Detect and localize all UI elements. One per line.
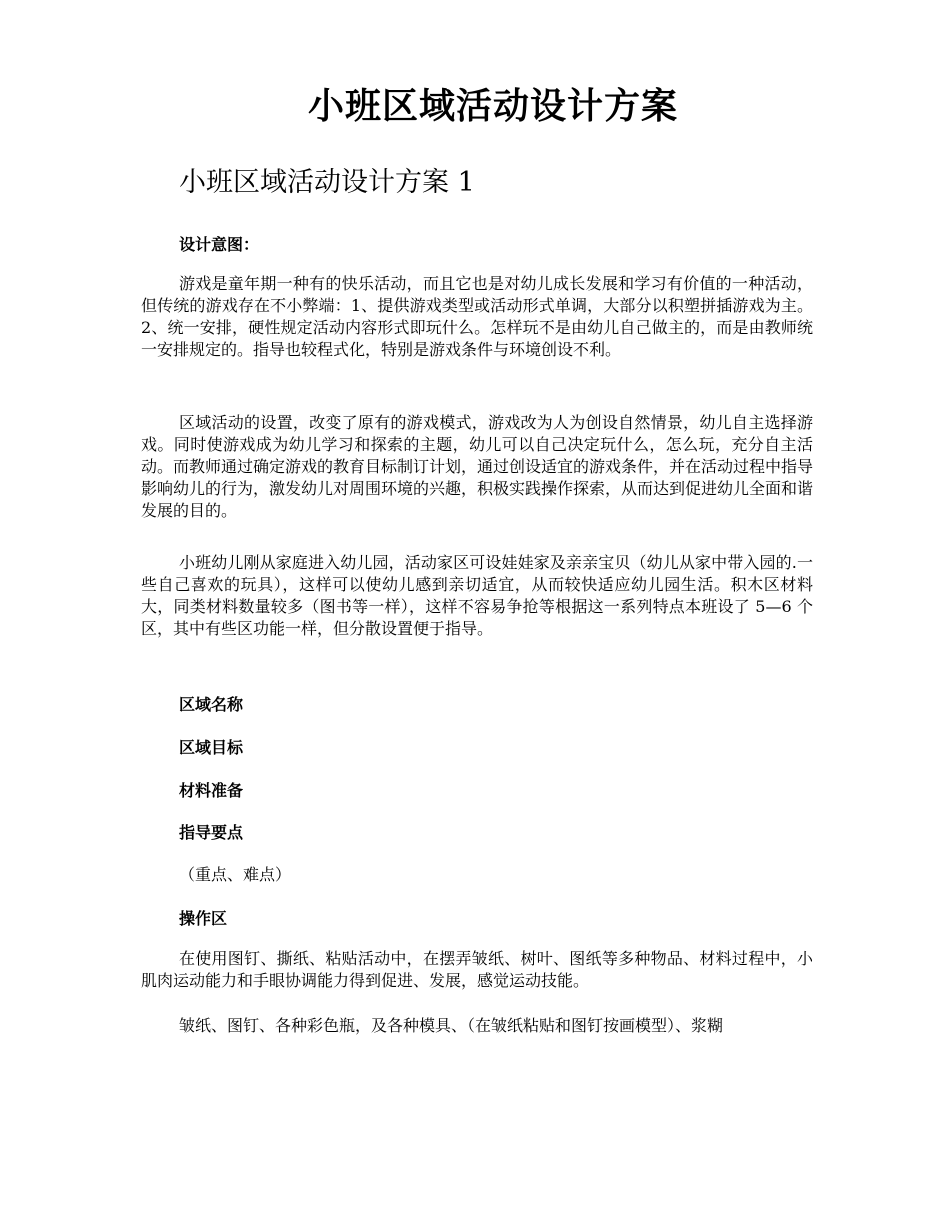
document-title: 小班区域活动设计方案 (307, 85, 678, 127)
section-title: 小班区域活动设计方案 1 (179, 167, 475, 198)
materials-label: 材料准备 (179, 781, 244, 800)
operation-area-label: 操作区 (179, 909, 228, 928)
paragraph-3: 小班幼儿刚从家庭进入幼儿园，活动家区可设娃娃家及亲亲宝贝（幼儿从家中带入园的.一些自己喜欢的玩具），这样可以使幼儿感到亲切适宜，从而较快适应幼儿园生活。积木区材料大，同类材料数量较多（图书等一样），这样不容易争抢等根据这一系列特点本班设了 5—6 个区，其中有些区功能一样，但分散设置便于指导。 (141, 553, 813, 638)
key-points-note: （重点、难点） (179, 865, 292, 884)
paragraph-1: 游戏是童年期一种有的快乐活动，而且它也是对幼儿成长发展和学习有价值的一种活动，但传统的游戏存在不小弊端：1、提供游戏类型或活动形式单调，大部分以积塑拼插游戏为主。2、统一安排，硬性规定活动内容形式即玩什么。怎样玩不是由幼儿自己做主的，而是由教师统一安排规定的。指导也较程式化，特别是游戏条件与环境创设不利。 (141, 274, 813, 359)
paragraph-2: 区域活动的设置，改变了原有的游戏模式，游戏改为人为创设自然情景，幼儿自主选择游戏。同时使游戏成为幼儿学习和探索的主题，幼儿可以自己决定玩什么，怎么玩，充分自主活动。而教师通过确定游戏的教育目标制订计划，通过创设适宜的游戏条件，并在活动过程中指导影响幼儿的行为，激发幼儿对周围环境的兴趣，积极实践操作探索，从而达到促进幼儿全面和谐发展的目的。 (141, 413, 814, 520)
guidance-label: 指导要点 (179, 823, 244, 842)
operation-paragraph-1: 在使用图钉、撕纸、粘贴活动中，在摆弄皱纸、树叶、图纸等多种物品、材料过程中，小肌肉运动能力和手眼协调能力得到促进、发展，感觉运动技能。 (141, 949, 813, 990)
design-intent-label: 设计意图： (179, 235, 260, 254)
area-goal-label: 区域目标 (179, 738, 244, 757)
area-name-label: 区域名称 (179, 695, 244, 714)
operation-paragraph-2: 皱纸、图钉、各种彩色瓶，及各种模具、（在皱纸粘贴和图钉按画模型）、浆糊 (179, 1016, 724, 1035)
